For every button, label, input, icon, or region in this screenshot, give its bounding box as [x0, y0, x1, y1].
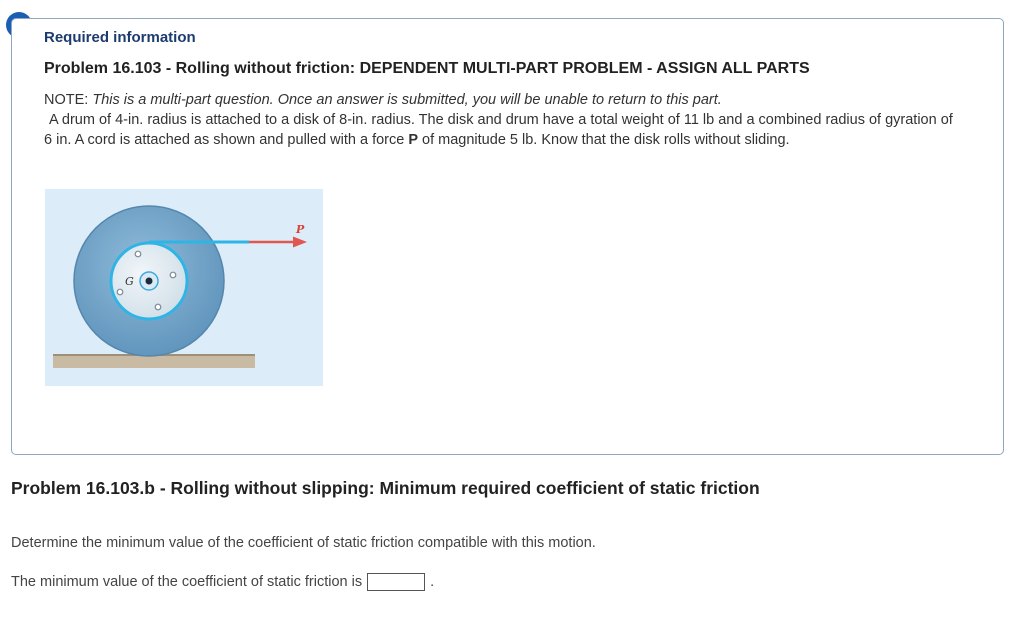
answer-line — [11, 573, 434, 591]
problem-figure — [45, 189, 323, 386]
note-label: NOTE: — [44, 92, 89, 108]
bolt-2 — [170, 272, 176, 278]
part-instruction: Determine the minimum value of the coefficient of static friction compatible with this motion. — [11, 535, 596, 551]
problem-title: Problem 16.103 - Rolling without friction: DEPENDENT MULTI-PART PROBLEM - ASSIGN ALL PARTS — [44, 60, 810, 77]
answer-input[interactable] — [367, 573, 425, 591]
disk-drum-figure — [45, 189, 323, 386]
ground — [53, 355, 255, 368]
force-label: P — [296, 223, 305, 236]
force-arrow-head — [293, 237, 307, 248]
hub-center — [146, 278, 153, 285]
note-text — [44, 92, 944, 108]
center-of-mass-label: G — [125, 275, 134, 288]
answer-prefix: The minimum value of the coefficient of static friction is — [11, 574, 363, 590]
statement-force-symbol: P — [408, 131, 419, 148]
note-body: This is a multi-part question. Once an answer is submitted, you will be unable to return to this part. — [92, 92, 722, 108]
statement-part-2: of magnitude 5 lb. Know that the disk rolls without sliding. — [418, 131, 790, 148]
statement-part-1: A drum of 4-in. radius is attached to a disk of 8-in. radius. The disk and drum have a total weight of 11 lb and a combined radius of gyration of 6 in. A cord is attached as shown and pulled with a force — [44, 112, 953, 148]
bolt-1 — [135, 251, 141, 257]
problem-statement — [44, 111, 954, 150]
answer-suffix: . — [430, 574, 435, 590]
bolt-3 — [117, 289, 123, 295]
required-information-heading: Required information — [44, 29, 196, 46]
bolt-4 — [155, 304, 161, 310]
part-title: Problem 16.103.b - Rolling without slipping: Minimum required coefficient of static friction — [11, 478, 760, 498]
